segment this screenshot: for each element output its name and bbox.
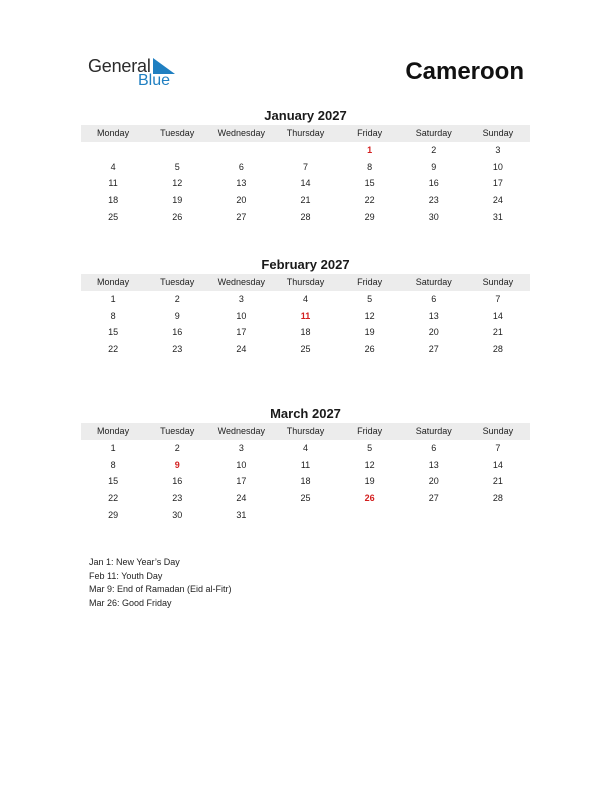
weekday-label: Monday [97, 128, 130, 138]
day-cell: 10 [236, 310, 247, 321]
weekday-label: Wednesday [217, 128, 266, 138]
month-calendar-february [81, 256, 530, 358]
weekday-label: Friday [357, 426, 383, 436]
day-cell: 7 [302, 161, 308, 172]
day-cell: 4 [302, 443, 308, 453]
day-cell: 13 [236, 178, 247, 189]
weekday-header-row [81, 274, 530, 291]
month-calendar-january [81, 107, 530, 225]
day-cell: 26 [364, 344, 375, 355]
weekday-label: Thursday [286, 277, 325, 287]
country-title: Cameroon [405, 58, 524, 85]
weekday-label: Friday [357, 277, 383, 287]
weekday-label: Sunday [482, 128, 514, 138]
day-cell: 21 [492, 327, 503, 338]
day-cell: 3 [495, 145, 501, 155]
day-cell: 19 [364, 476, 375, 487]
day-cell: 8 [367, 161, 373, 172]
day-cell: 23 [172, 344, 183, 355]
day-cell: 16 [172, 476, 183, 487]
day-cell: 12 [364, 459, 375, 470]
day-cell: 4 [110, 161, 116, 172]
day-cell: 9 [174, 310, 180, 321]
days-grid [81, 291, 530, 358]
day-cell: 20 [428, 327, 439, 338]
day-cell: 25 [108, 211, 119, 222]
day-cell: 13 [428, 459, 439, 470]
day-cell: 11 [300, 459, 311, 470]
holiday-day-cell: 26 [364, 493, 375, 504]
day-cell: 19 [172, 195, 183, 206]
day-cell: 19 [364, 327, 375, 338]
day-cell: 21 [300, 195, 311, 206]
day-cell: 20 [236, 195, 247, 206]
day-cell: 6 [238, 161, 244, 172]
month-title: January 2027 [264, 108, 347, 123]
day-cell: 14 [492, 459, 503, 470]
day-cell: 29 [364, 211, 375, 222]
day-cell: 8 [110, 310, 116, 321]
day-cell: 21 [492, 476, 503, 487]
month-calendar-march [81, 405, 530, 523]
weekday-label: Friday [357, 128, 383, 138]
day-cell: 8 [110, 459, 116, 470]
day-cell: 7 [495, 443, 501, 453]
days-grid [81, 142, 530, 225]
day-cell: 28 [492, 344, 503, 355]
logo-text-blue: Blue [138, 72, 171, 89]
day-cell: 9 [431, 161, 437, 172]
day-cell: 2 [174, 443, 180, 453]
day-cell: 18 [108, 195, 119, 206]
day-cell: 14 [300, 178, 311, 189]
day-cell: 1 [110, 294, 116, 304]
empty-day-cell [273, 142, 337, 159]
day-cell: 2 [174, 294, 180, 304]
holiday-day-cell: 1 [367, 145, 373, 155]
day-cell: 16 [172, 327, 183, 338]
weekday-header-row [81, 423, 530, 440]
weekday-label: Saturday [415, 277, 452, 287]
day-cell: 22 [108, 493, 119, 504]
day-cell: 16 [428, 178, 439, 189]
day-cell: 25 [300, 493, 311, 504]
day-cell: 17 [492, 178, 503, 189]
weekday-label: Wednesday [217, 277, 266, 287]
day-cell: 15 [108, 476, 119, 487]
day-cell: 6 [431, 443, 437, 453]
month-title: March 2027 [270, 406, 341, 421]
empty-day-cell [209, 142, 273, 159]
day-cell: 24 [492, 195, 503, 206]
day-cell: 22 [108, 344, 119, 355]
day-cell: 27 [428, 344, 439, 355]
day-cell: 10 [236, 459, 247, 470]
weekday-header-row [81, 125, 530, 142]
weekday-label: Thursday [286, 128, 325, 138]
day-cell: 18 [300, 476, 311, 487]
weekday-label: Tuesday [160, 277, 195, 287]
holiday-list-item: Mar 26: Good Friday [89, 597, 172, 608]
day-cell: 20 [428, 476, 439, 487]
day-cell: 2 [431, 145, 437, 155]
day-cell: 26 [172, 211, 183, 222]
day-cell: 13 [428, 310, 439, 321]
day-cell: 10 [492, 161, 503, 172]
day-cell: 1 [110, 443, 116, 453]
weekday-label: Monday [97, 426, 130, 436]
day-cell: 3 [238, 443, 244, 453]
day-cell: 24 [236, 493, 247, 504]
holiday-day-cell: 11 [300, 310, 311, 321]
day-cell: 15 [108, 327, 119, 338]
holiday-list-item: Jan 1: New Year’s Day [89, 557, 180, 567]
holiday-day-cell: 9 [174, 459, 180, 470]
day-cell: 5 [174, 161, 180, 172]
weekday-label: Monday [97, 277, 130, 287]
day-cell: 23 [428, 195, 439, 206]
holiday-list-item: Mar 9: End of Ramadan (Eid al-Fitr) [89, 584, 232, 594]
holiday-list [89, 556, 232, 610]
day-cell: 23 [172, 493, 183, 504]
weekday-label: Wednesday [217, 426, 266, 436]
day-cell: 14 [492, 310, 503, 321]
day-cell: 18 [300, 327, 311, 338]
empty-day-cell [145, 142, 209, 159]
logo-text-general: General [88, 56, 151, 76]
day-cell: 11 [108, 178, 118, 189]
day-cell: 31 [236, 509, 247, 520]
day-cell: 31 [492, 211, 503, 222]
holiday-list-item: Feb 11: Youth Day [89, 570, 163, 581]
day-cell: 27 [428, 493, 439, 504]
days-grid [81, 440, 530, 523]
day-cell: 29 [108, 509, 119, 520]
day-cell: 5 [367, 294, 373, 304]
day-cell: 5 [367, 443, 373, 453]
empty-day-cell [81, 142, 145, 159]
day-cell: 22 [364, 195, 375, 206]
weekday-label: Saturday [415, 426, 452, 436]
day-cell: 12 [172, 178, 183, 189]
day-cell: 28 [300, 211, 311, 222]
month-title: February 2027 [261, 257, 350, 272]
day-cell: 4 [302, 294, 308, 304]
day-cell: 25 [300, 344, 311, 355]
weekday-label: Sunday [482, 277, 514, 287]
weekday-label: Tuesday [160, 426, 195, 436]
day-cell: 28 [492, 493, 503, 504]
day-cell: 24 [236, 344, 247, 355]
day-cell: 27 [236, 211, 247, 222]
day-cell: 17 [236, 327, 247, 338]
day-cell: 30 [172, 509, 183, 520]
weekday-label: Sunday [482, 426, 514, 436]
day-cell: 17 [236, 476, 247, 487]
day-cell: 7 [495, 294, 501, 304]
day-cell: 3 [238, 294, 244, 304]
day-cell: 15 [364, 178, 375, 189]
day-cell: 6 [431, 294, 437, 304]
weekday-label: Tuesday [160, 128, 195, 138]
day-cell: 12 [364, 310, 375, 321]
weekday-label: Thursday [286, 426, 325, 436]
brand-logo [88, 56, 188, 92]
weekday-label: Saturday [415, 128, 452, 138]
day-cell: 30 [428, 211, 439, 222]
